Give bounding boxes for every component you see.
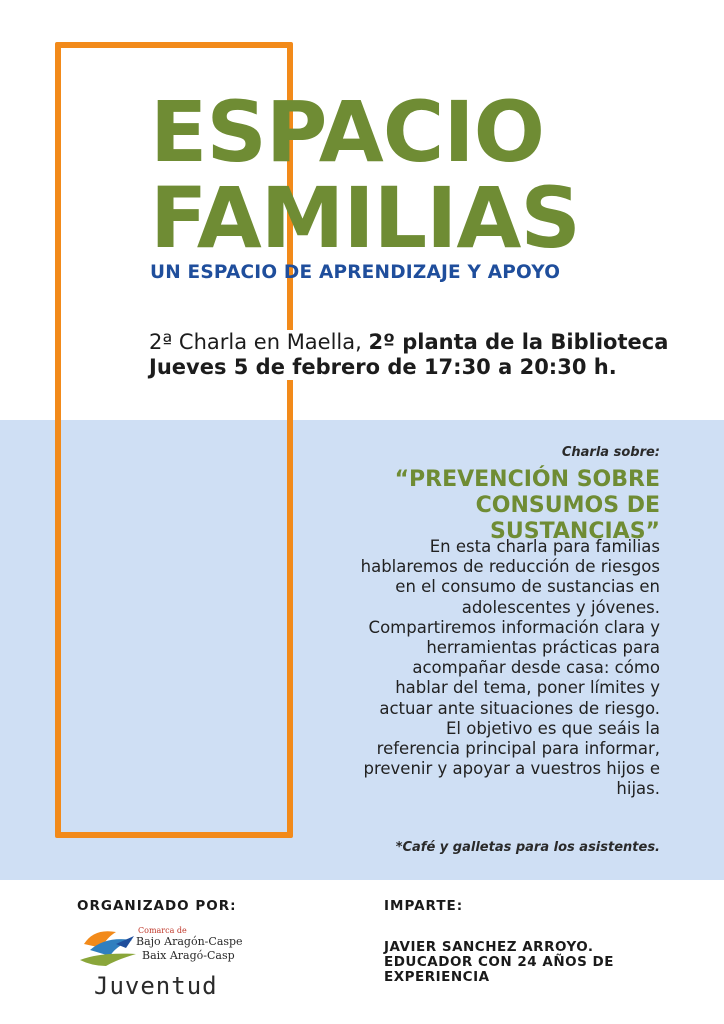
organized-by-label: ORGANIZADO POR: xyxy=(77,898,237,914)
talk-label: Charla sobre: xyxy=(561,445,660,460)
talk-topic-line-1: “PREVENCIÓN SOBRE xyxy=(394,467,660,492)
title-line-1: ESPACIO xyxy=(150,83,545,181)
talk-topic xyxy=(300,467,660,545)
logo-small-text: Comarca de xyxy=(138,926,187,935)
event-location: 2º planta de la Biblioteca xyxy=(368,330,669,354)
event-date: Jueves 5 de febrero de 17:30 a 20:30 h. xyxy=(149,355,617,379)
event-intro: 2ª Charla en Maella, xyxy=(149,330,369,354)
logo-program: Juventud xyxy=(94,972,218,1000)
logo-line-1: Bajo Aragón-Caspe xyxy=(136,935,243,948)
logo-line-2: Baix Aragó-Casp xyxy=(142,949,235,962)
speaker-name: JAVIER SANCHEZ ARROYO. EDUCADOR CON 24 AÑOS DE EXPERIENCIA xyxy=(384,939,614,985)
imparte-label: IMPARTE: xyxy=(384,898,464,914)
title-line-2: FAMILIAS xyxy=(150,169,580,267)
talk-topic-line-2: CONSUMOS DE SUSTANCIAS” xyxy=(475,493,660,544)
talk-description: En esta charla para familias hablaremos de reducción de riesgos en el consumo de sustancias en adolescentes y jóvenes. Compartiremos información clara y herramientas prácticas para acompañar desde casa: cómo hablar del tema, poner límites y actuar ante situaciones de riesgo. El objetivo es que seáis la referencia principal para informar, prevenir y apoyar a vuestros hijos e hijas. xyxy=(360,537,660,799)
event-info xyxy=(149,330,675,380)
organizer-logo xyxy=(76,922,246,1002)
subtitle: UN ESPACIO DE APRENDIZAJE Y APOYO xyxy=(150,262,561,283)
refreshments-note: *Café y galletas para los asistentes. xyxy=(395,840,660,855)
